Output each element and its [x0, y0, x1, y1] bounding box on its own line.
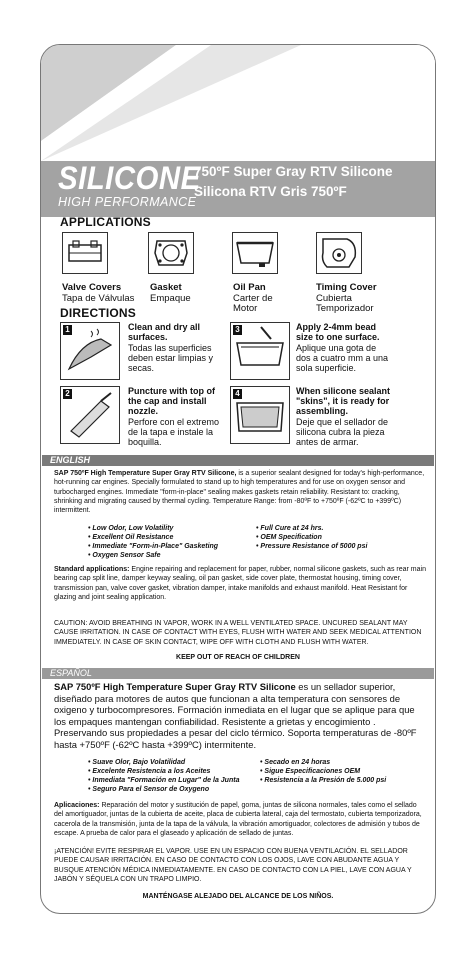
app-label-oil-pan [233, 283, 293, 315]
step-text-es: Perfore con el extremo de la tapa e instale la boquilla. [128, 417, 220, 447]
step-3-illustration [230, 322, 290, 380]
english-bullets-right [256, 524, 367, 551]
bullet-item: • Secado en 24 horas [260, 759, 331, 766]
step-2-illustration [60, 386, 120, 444]
bullet-item: • Inmediata "Formación en Lugar" de la Junta [88, 777, 240, 784]
step-text-en: Apply 2-4mm bead size to one surface. [296, 322, 380, 342]
app-label-gasket [150, 283, 191, 304]
step-text-en: Puncture with top of the cap and install nozzle. [128, 386, 215, 416]
step-4-illustration [230, 386, 290, 444]
spanish-intro-text: es un sellador superior, diseñado para motores de autos que funcionan a alta temperatura con sensores de oxigeno y turbocompresores. Formación inmediata en el lugar que se aplique para que los empaques mantengan confiabilidad. Resistente a grietas y encogimiento . Preservando sus propiedades a pesar del ciclo térmico. Soporta temperaturas de -80ºF hasta +750ºF (-62ºC hasta +399ºC) intermitente. [54, 681, 417, 750]
english-intro-text: is a superior sealant designed for today's high-performance, hot-running car engines. Specially formulated to stand up to high temperatures and for use on oxygen sensor and turbocharged engines. Immediate "form-in-place" sealing makes gaskets retain reliability. Resistant to: cracking, shrinking and migrating caused by thermal cycling. Temperature Range: from -80ºF to +750ºF (-62ºC to +399ºC) intermittent. [54, 470, 425, 515]
app-label-es: Cubierta Temporizador [316, 292, 374, 314]
product-title-en: 750ºF Super Gray RTV Silicone [194, 164, 393, 179]
app-label-en: Valve Covers [62, 282, 122, 293]
step-number: 4 [233, 389, 242, 399]
app-label-en: Gasket [150, 282, 182, 293]
english-bullets-left [88, 524, 218, 560]
valve-cover-icon [62, 232, 108, 274]
product-title-es: Silicona RTV Gris 750ºF [194, 184, 347, 199]
english-intro [54, 469, 426, 515]
step-text-en: Clean and dry all surfaces. [128, 322, 201, 342]
step-number: 1 [63, 325, 72, 335]
bullet-item: • OEM Specification [256, 534, 322, 541]
bullet-item: • Pressure Resistance of 5000 psi [256, 543, 368, 550]
bullet-item: • Suave Olor, Bajo Volatilidad [88, 759, 186, 766]
spanish-bullets-right [260, 758, 386, 785]
step-2-text [128, 386, 224, 447]
app-label-es: Tapa de Válvulas [62, 292, 135, 304]
bullet-item: • Resistencia a la Presión de 5.000 psi [260, 777, 387, 784]
timing-cover-icon [316, 232, 362, 274]
english-caution: CAUTION: AVOID BREATHING IN VAPOR, WORK IN A WELL VENTILATED SPACE. UNCURED SEALANT MAY CAUSE IRRITATION. IN CASE OF CONTACT WITH EYES, FLUSH WITH WATER AND SEEK MEDICAL ATTENTION IMMEDIATELY. IN CASE OF SKIN CONTACT, WIPE OFF WITH CLOTH AND FLUSH WITH WATER. [54, 620, 422, 646]
app-label-valve-covers [62, 283, 134, 304]
gasket-icon [148, 232, 194, 274]
spanish-keep-out: MANTÉNGASE ALEJADO DEL ALCANCE DE LOS NIÑOS. [142, 893, 334, 900]
bullet-item: • Low Odor, Low Volatility [88, 525, 174, 532]
english-keep-out: KEEP OUT OF REACH OF CHILDREN [176, 654, 300, 661]
applications-heading: APPLICATIONS [60, 215, 151, 229]
bullet-item: • Immediate "Form-in-Place" Gasketing [88, 543, 219, 550]
directions-heading: DIRECTIONS [60, 306, 137, 320]
standard-text: Engine repairing and replacement for paper, rubber, normal silicone gaskets, such as rear main bearing cap split line, damper keyway sealing, oil pan gasket, side cover plate, thermostat housing, timing cover, transmission pan, valve cover gasket, vibration damper, intake manifolds and exhaust manifold. Heat Resistant for glazing and joint sealing application. [54, 566, 426, 601]
spanish-intro [54, 681, 426, 750]
step-1-illustration [60, 322, 120, 380]
corner-graphic [41, 45, 436, 161]
english-standard-applications [54, 565, 426, 602]
bullet-item: • Seguro Para el Sensor de Oxygeno [88, 786, 210, 793]
spanish-apps-label: Aplicaciones: [54, 802, 100, 809]
bullet-item: • Excellent Oil Resistance [88, 534, 174, 541]
step-text-es: Aplique una gota de dos a cuatro mm a una sola superficie. [296, 343, 389, 373]
bullet-item: • Oxygen Sensor Safe [88, 552, 161, 559]
bullet-item: • Full Cure at 24 hrs. [256, 525, 324, 532]
spanish-section-bar: ESPAÑOL [42, 668, 434, 679]
app-label-es: Empaque [150, 292, 191, 304]
oil-pan-icon [232, 232, 278, 274]
bullet-item: • Excelente Resistencia a los Aceites [88, 768, 211, 775]
step-1-text [128, 322, 220, 373]
step-number: 2 [63, 389, 72, 399]
app-label-en: Timing Cover [316, 282, 377, 293]
spanish-intro-product: SAP 750ºF High Temperature Super Gray RTV Silicone [54, 681, 296, 692]
standard-label: Standard applications: [54, 566, 130, 573]
step-text-en: When silicone sealant "skins", it is ready for assembling. [296, 386, 391, 416]
step-number: 3 [233, 325, 242, 335]
bullet-item: • Sigue Especificaciones OEM [260, 768, 361, 775]
step-text-es: Todas las superficies deben estar limpias y secas. [128, 343, 214, 373]
app-label-en: Oil Pan [233, 282, 266, 293]
brand-subtitle: HIGH PERFORMANCE [58, 195, 197, 209]
spanish-applications [54, 801, 426, 838]
step-3-text [296, 322, 392, 373]
spanish-apps-text: Reparación del motor y sustitución de papel, goma, juntas de silicona normales, tales como el sellado del amortiguador, juntas de la cubierta de aceite, placa de cubierta lateral, caja del termostato, cubierta temporizadora, cacerola de la transmisión, junta de la tapa de la válvula, la vibración amortiguador, colectores de admisión y tubos de escape. A prueba de calor para el glaseado y aplicación de sellado de juntas. [54, 802, 422, 837]
step-4-text [296, 386, 394, 447]
english-intro-product: SAP 750ºF High Temperature Super Gray RTV Silicone, [54, 470, 237, 477]
app-label-es: Carter de Motor [233, 292, 273, 314]
brand-name: SILICONE [58, 160, 201, 196]
spanish-caution: ¡ATENCIÓN! EVITE RESPIRAR EL VAPOR. USE EN UN ESPACIO CON BUENA VENTILACIÓN. EL SELLADOR PUEDE CAUSAR IRRITACIÓN. EN CASO DE CONTACTO CON LOS OJOS, LAVE CON ABUDANTE AGUA Y BUSQUE ATENCIÓN MÉDICA INMEDIATAMENTE. EN CASO DE CONTACTO CON LA PIEL, LAVE CON AGUA Y JABÓN Y SÉQUELA CON UN TRAPO LIMPIO. [54, 848, 412, 883]
app-label-timing-cover [316, 283, 396, 315]
step-text-es: Deje que el sellador de silicona cubra la pieza antes de armar. [296, 417, 389, 447]
spanish-bullets-left [88, 758, 239, 794]
english-section-bar: ENGLISH [42, 455, 434, 466]
